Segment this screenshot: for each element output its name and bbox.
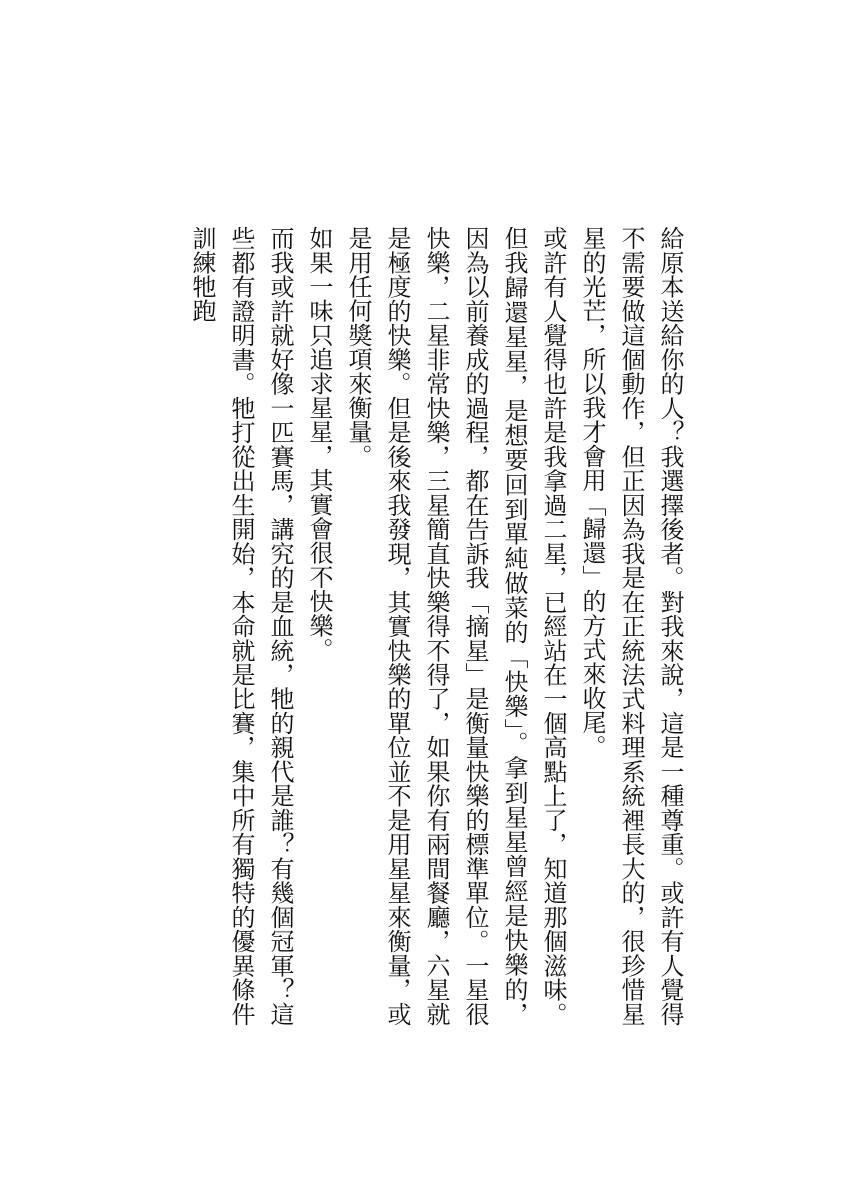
- vertical-text-body: [182, 226, 689, 1026]
- paragraph: 而我或許就好像一匹賽馬，講究的是血統，牠的親代是誰？有幾個冠軍？這些都有證明書。牠打從出生開始，本命就是比賽，集中所有獨特的優異條件訓練牠跑: [188, 226, 294, 1026]
- paragraph: 或許有人覺得也許是我拿過二星，已經站在一個高點上了，知道那個滋味。但我歸還星星，是想要回到單純做菜的「快樂」。拿到星星曾經是快樂的，因為以前養成的過程，都在告訴我「摘星」是衡量快樂的標準單位。一星很快樂，二星非常快樂，三星簡直快樂得不得了，如果你有兩間餐廳，六星就是極度的快樂。但是後來我發現，其實快樂的單位並不是用星星來衡量，或是用任何獎項來衡量。: [344, 226, 567, 1026]
- paragraph: 給原本送給你的人？我選擇後者。對我來說，這是一種尊重。或許有人覺得不需要做這個動作，但正因為我是在正統法式料理系統裡長大的，很珍惜星星的光芒，所以我才會用「歸還」的方式來收尾。: [578, 226, 684, 1026]
- paragraph: 如果一味只追求星星，其實會很不快樂。: [305, 226, 333, 662]
